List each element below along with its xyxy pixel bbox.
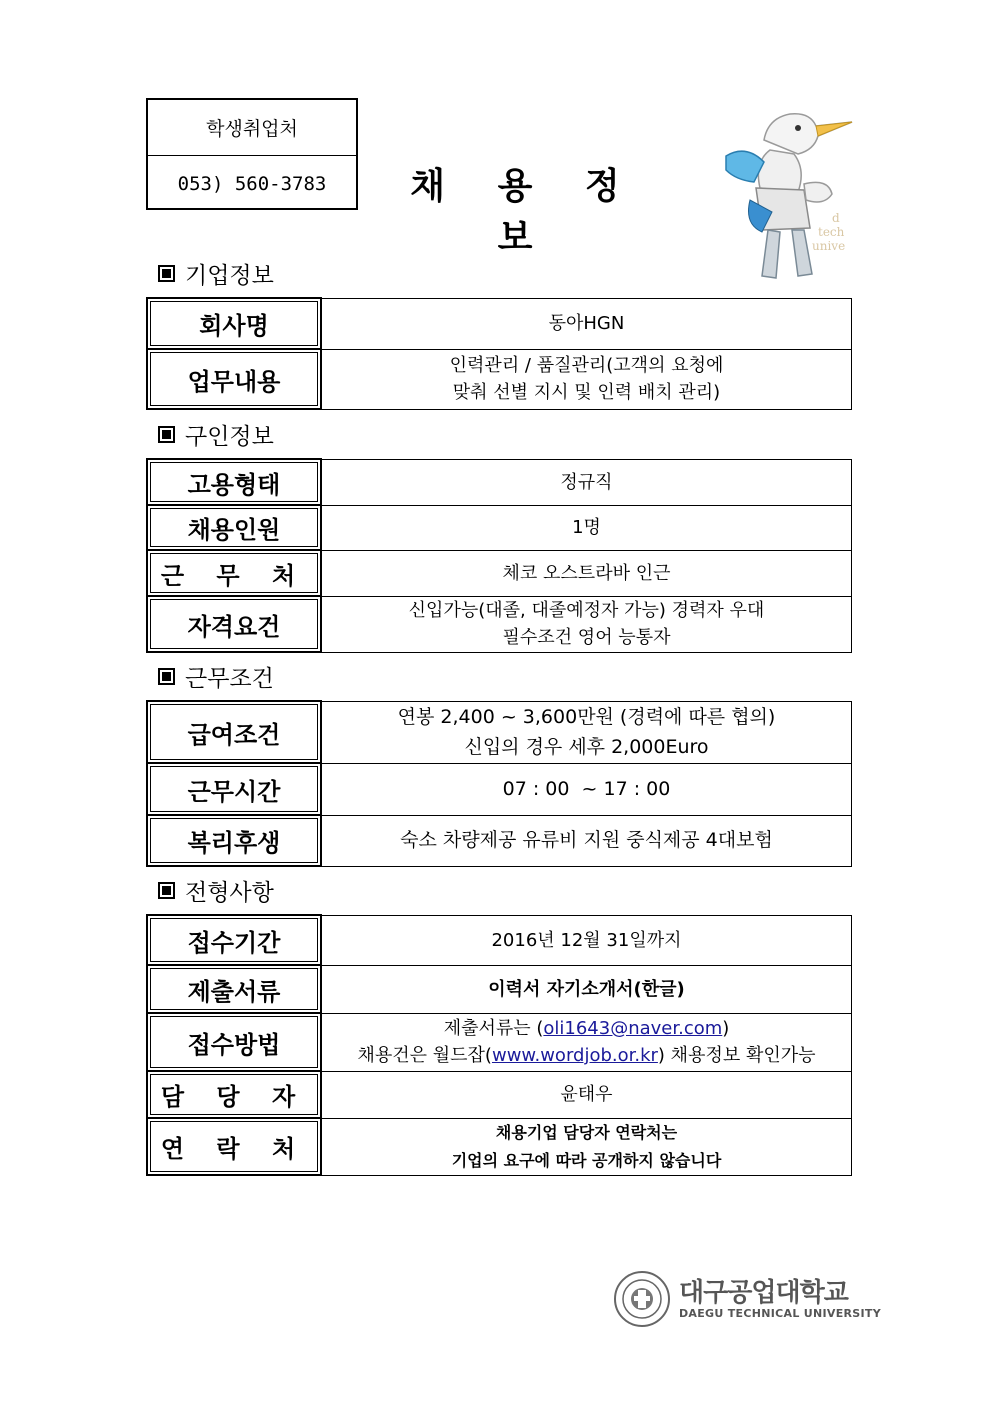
- bullet-square-icon: [158, 882, 175, 899]
- employment-type: 정규직: [321, 459, 852, 505]
- row-label: 업무내용: [147, 349, 321, 409]
- row-label: 급여조건: [147, 701, 321, 763]
- svg-text:tech: tech: [818, 225, 845, 239]
- email-link[interactable]: oli1643@naver.com: [543, 1018, 723, 1039]
- text-fragment: 제출서류는 (: [443, 1018, 544, 1039]
- contact-box: [146, 98, 358, 210]
- value-line: 맞춰 선별 지시 및 인력 배치 관리): [452, 382, 721, 403]
- row-label: 근무시간: [147, 763, 321, 815]
- conditions-table: [146, 700, 852, 867]
- value-line: 신입가능(대졸, 대졸예정자 가능) 경력자 우대: [408, 600, 765, 621]
- text-fragment: 채용건은 월드잡(: [357, 1045, 492, 1066]
- university-name-en: DAEGU TECHNICAL UNIVERSITY: [679, 1306, 881, 1320]
- table-row: [147, 915, 852, 965]
- section-heading-conditions: [158, 660, 274, 693]
- university-logo: [613, 1270, 881, 1328]
- table-row: [147, 349, 852, 409]
- table-row: [147, 965, 852, 1013]
- work-location: 체코 오스트라바 인근: [321, 550, 852, 596]
- table-row: [147, 505, 852, 550]
- bullet-square-icon: [158, 668, 175, 685]
- value-line: 인력관리 / 품질관리(고객의 요청에: [449, 355, 724, 376]
- document-title: 채 용 정 보: [410, 166, 640, 258]
- company-table: [146, 297, 852, 410]
- row-label: 복리후생: [147, 815, 321, 866]
- value-line: [322, 1015, 851, 1042]
- application-method: [321, 1013, 852, 1071]
- svg-text:d: d: [832, 211, 840, 225]
- row-label: 접수방법: [147, 1013, 321, 1071]
- row-label: 근 무 처: [147, 550, 321, 596]
- text-fragment: ) 채용정보 확인가능: [657, 1045, 816, 1066]
- table-row: [147, 815, 852, 866]
- contact-person: 윤태우: [321, 1071, 852, 1118]
- section-heading-label: 기업정보: [185, 263, 274, 289]
- crane-mascot-icon: [706, 100, 854, 290]
- section-heading-company: [158, 257, 274, 290]
- salary: [321, 701, 852, 763]
- section-heading-label: 전형사항: [185, 880, 274, 906]
- table-row: [147, 596, 852, 652]
- table-row: [147, 459, 852, 505]
- company-name: 동아HGN: [321, 298, 852, 349]
- value-line: 채용기업 담당자 연락처는: [495, 1122, 678, 1142]
- recruit-table: [146, 458, 852, 653]
- table-row: [147, 763, 852, 815]
- contact-info: [321, 1118, 852, 1175]
- office-name: 학생취업처: [148, 100, 356, 156]
- value-line: [322, 1042, 851, 1069]
- working-hours: 07 : 00 ~ 17 : 00: [321, 763, 852, 815]
- row-label: 회사명: [147, 298, 321, 349]
- job-description: [321, 349, 852, 409]
- university-seal-icon: [613, 1270, 671, 1328]
- section-heading-label: 구인정보: [185, 424, 274, 450]
- row-label: 담 당 자: [147, 1071, 321, 1118]
- university-name-kr: 대구공업대학교: [679, 1277, 848, 1308]
- bullet-square-icon: [158, 426, 175, 443]
- section-heading-process: [158, 874, 274, 907]
- qualifications: [321, 596, 852, 652]
- row-label: 채용인원: [147, 505, 321, 550]
- table-row: [147, 701, 852, 763]
- required-documents: 이력서 자기소개서(한글): [321, 965, 852, 1013]
- benefits: 숙소 차량제공 유류비 지원 중식제공 4대보험: [321, 815, 852, 866]
- row-label: 고용형태: [147, 459, 321, 505]
- section-heading-label: 근무조건: [185, 666, 274, 692]
- row-label: 연 락 처: [147, 1118, 321, 1175]
- table-row: [147, 1118, 852, 1175]
- table-row: [147, 1013, 852, 1071]
- row-label: 접수기간: [147, 915, 321, 965]
- application-period: 2016년 12월 31일까지: [321, 915, 852, 965]
- value-line: 신입의 경우 세후 2,000Euro: [464, 736, 709, 758]
- headcount: 1명: [321, 505, 852, 550]
- table-row: [147, 298, 852, 349]
- section-heading-recruit: [158, 418, 274, 451]
- process-table: [146, 914, 852, 1176]
- table-row: [147, 550, 852, 596]
- bullet-square-icon: [158, 265, 175, 282]
- value-line: 연봉 2,400 ~ 3,600만원 (경력에 따른 협의): [397, 706, 776, 728]
- table-row: [147, 1071, 852, 1118]
- row-label: 제출서류: [147, 965, 321, 1013]
- row-label: 자격요건: [147, 596, 321, 652]
- svg-text:unive: unive: [812, 239, 846, 253]
- value-line: 기업의 요구에 따라 공개하지 않습니다: [451, 1150, 722, 1170]
- office-phone: 053) 560-3783: [177, 172, 327, 195]
- website-link[interactable]: www.wordjob.or.kr: [491, 1045, 658, 1066]
- text-fragment: ): [722, 1018, 730, 1039]
- value-line: 필수조건 영어 능통자: [502, 627, 671, 648]
